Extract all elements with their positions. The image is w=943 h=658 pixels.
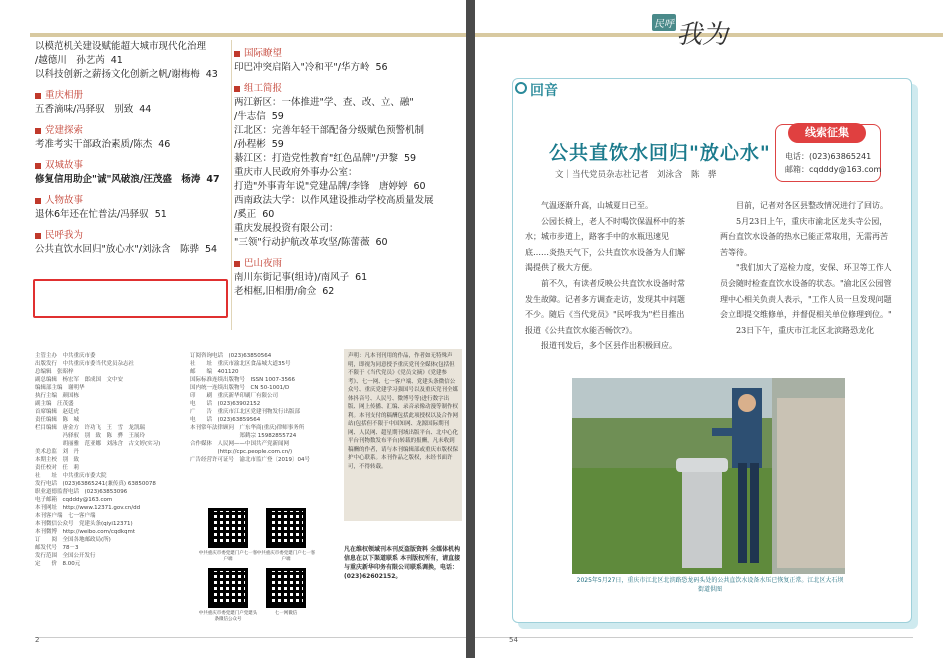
toc-entry[interactable] [234, 61, 464, 75]
qr-code[interactable] [208, 508, 248, 548]
toc-entry-page: 44 [139, 104, 152, 115]
credit-line: 国内统一连续出版物号 CN 50-1001/D [190, 385, 290, 391]
article-headline: 公共直饮水回归"放心水" [549, 142, 771, 164]
column-divider [231, 40, 232, 330]
toc-entry[interactable] [35, 243, 230, 257]
credit-line: 订阅咨询电话 (023)63850564 [190, 353, 272, 359]
toc-section-label: 人物故事 [45, 194, 84, 206]
body-paragraph: 气温逐渐升高，山城夏日已至。 [541, 201, 653, 210]
toc-entry[interactable] [35, 54, 230, 68]
credit-line: 发行电话 (023)63865241(兼传真) 63850078 [35, 481, 156, 487]
toc-section-label: 民呼我为 [45, 229, 84, 241]
credit-line: 胡丽雅 范亚娜 刘泳含 古文婷(实习) [35, 441, 161, 447]
toc-entry-title: 公共直饮水回归"放心水"/刘泳含 陈骅 [35, 244, 199, 255]
toc-entry-page: 62 [322, 286, 335, 297]
page-number: 54 [509, 636, 518, 644]
toc-entry-page: 60 [413, 181, 426, 192]
toc-entry-page: 41 [110, 55, 123, 66]
body-column-right [720, 198, 895, 338]
credit-line: (http://cpc.people.com.cn/) [190, 449, 293, 455]
toc-entry-title: 以科技创新之薪扬文化创新之帆/谢梅梅 [35, 69, 200, 80]
toc-entry[interactable] [35, 40, 230, 54]
top-rule [30, 33, 466, 37]
toc-entry-title: 以模范机关建设赋能超大城市现代化治理 [35, 41, 207, 52]
credit-line: 本刊微信公众号 党建头条(qiyi12371) [35, 521, 133, 527]
toc-entry[interactable] [35, 208, 230, 222]
credit-line: 执行主编 颜国栋 [35, 393, 80, 399]
body-paragraph: "我们加大了巡检力度，安保、环卫等工作人员会随时检查直饮水设备的状态。"渝北区公园管理中心相关负责人表示，"工作人员一旦发现问题会立即提交维修单，并督促相关单位修理到位。" [720, 263, 892, 320]
toc-entry[interactable] [35, 68, 230, 82]
sound-wave-icon [515, 82, 527, 94]
body-paragraph: 前不久，有读者反映公共直饮水设备时常发生故障。记者多方调查走访，发现其中问题不少。随后《当代党员》"民呼我为"栏目推出报道《公共直饮水能否畅饮?》。 [525, 278, 685, 335]
credit-line: 责任校对 任 莉 [35, 465, 80, 471]
toc-entry-page: 60 [375, 237, 388, 248]
toc-entry[interactable] [35, 103, 230, 117]
credit-line: 电 话 (023)63859564 [190, 417, 261, 423]
section-marker-icon [35, 233, 41, 239]
toc-entry-page: 59 [403, 153, 417, 164]
toc-entry-page: 47 [206, 174, 220, 185]
toc-entry-title: 印巴冲突启陷入"冷和平"/华方岭 [234, 62, 370, 73]
toc-entry[interactable] [234, 110, 464, 124]
photo-illustration [572, 378, 845, 574]
credit-line: 广告经营许可证号 渝北市监广登〔2019〕04号 [190, 457, 310, 463]
toc-entry-title: 綦江区：打造党性教育"红色品牌"/尹黎 [234, 153, 398, 164]
credit-line: 社 址 中共重庆市委大院 [35, 473, 107, 479]
toc-entry-page: 56 [375, 62, 388, 73]
toc-entry[interactable] [234, 222, 464, 236]
toc-section-label: 双城故事 [45, 159, 84, 171]
tip-title: 线索征集 [788, 123, 866, 143]
toc-entry[interactable] [234, 124, 464, 138]
body-paragraph: 公园长椅上，老人不时喝饮保温杯中的茶水；城市步道上，路客手中的水瓶迅速见底……炎热天气下，公共直饮水设备为人们解渴提供了极大方便。 [525, 216, 685, 273]
column-tag-big: 我为 [676, 20, 729, 50]
section-label: 回音 [530, 83, 558, 99]
credit-line: 编辑部主编 谢明华 [35, 385, 85, 391]
toc-section-heading [35, 88, 230, 103]
toc-entry-title: 修复信用助企"诚"风破浪/汪茂盛 杨涛 [35, 174, 201, 185]
toc-entry-page: 54 [204, 244, 218, 255]
credits-middle [190, 352, 340, 464]
credit-line: 美术总监 刘 丹 [35, 449, 80, 455]
toc-section-label: 党建探索 [45, 124, 84, 136]
toc-section-heading [35, 123, 230, 138]
toc-entry[interactable] [234, 152, 464, 166]
article-photo [572, 378, 845, 574]
qr-caption: 七一网微信 [274, 611, 298, 616]
toc-entry[interactable] [234, 271, 464, 285]
toc-entry-title: "三领"行动护航改革攻坚/陈蕾薇 [234, 237, 370, 248]
qr-caption: 中共重庆市委党建门户七一客户端 [256, 551, 316, 562]
section-marker-icon [234, 51, 240, 57]
toc-section-label: 重庆相册 [45, 89, 84, 101]
credit-line: 定 价 8.00元 [35, 561, 81, 567]
toc-entry-page: 46 [158, 139, 171, 150]
tip-email[interactable]: 邮箱：cqdddy@163.com [785, 165, 882, 174]
credit-line: 合作媒体 人民网——中国共产党新闻网 [190, 441, 290, 447]
tip-phone: 电话：(023)63865241 [785, 152, 872, 161]
toc-entry-title: 江北区：完善年轻干部配备分级赋色预警机制 [234, 125, 425, 136]
toc-entry[interactable] [234, 285, 464, 299]
credit-line: 主管主办 中共重庆市委 [35, 353, 96, 359]
credit-line: 本刊客户端 七一客户端 [35, 513, 96, 519]
copyright-statement: 声明：凡本刊刊用的作品，作者如无特殊声明，即视为同意授予重庆党刊全媒体(包括但不限于《当代党员》《党员文摘》《党建参考》、七一网、七一客户端、党建头条微信公众号、重庆党建学习强国号以及重庆党刊全媒体抖音号、人民号、微博号等)进行数字出版、网上传播、汇编、录音录像动漫等制作权利。本刊支付的稿酬包括此项授权以及合作网站(包括但不限于中国知网、龙源国际期刊网、人民网、超星期刊域出版平台、北中心化平台刊物数发布平台)转载的报酬，凡未收到稿酬的作者，请与本刊编辑部或重庆市版权保护中心联系。本刊作品之版权，未经书面许可，不得转载。 [344, 349, 462, 521]
credit-line: 栏目编辑 唐金方 许功飞 王 雪 龙凯瑞 [35, 425, 146, 431]
toc-entry[interactable] [35, 138, 230, 152]
toc-entry-title: 老相框,旧相册/俞佥 [234, 286, 317, 297]
credit-line: 电子邮箱 cqdddy@163.com [35, 497, 113, 503]
toc-entry-page: 59 [271, 111, 284, 122]
toc-section-label: 组工简报 [244, 82, 283, 94]
left-page [0, 0, 466, 658]
qr-caption: 中共重庆市委党建门户党建头条微信公众号 [198, 611, 258, 622]
toc-entry-page: 43 [205, 69, 218, 80]
toc-section-heading [35, 158, 230, 173]
article-byline: 文｜当代党员杂志社记者 刘泳含 陈 骅 [555, 170, 717, 180]
toc-entry-title: /越德川 孙艺芮 [35, 55, 105, 66]
page-number: 2 [35, 636, 40, 644]
credit-line: 总编辑 张昭梓 [35, 369, 74, 375]
toc-entry-title: 考准考实干部政治素质/陈杰 [35, 139, 153, 150]
section-marker-icon [234, 261, 240, 267]
credit-line: 本期主校 别 致 [35, 457, 80, 463]
toc-entry-page: 61 [355, 272, 368, 283]
body-paragraph: 23日下午，重庆市江北区北滨路恐龙化 [736, 325, 875, 335]
credit-line: 电 话 (023)63902152 [190, 401, 261, 407]
toc-entry[interactable] [234, 208, 464, 222]
toc-entry[interactable] [234, 166, 464, 180]
qr-caption: 中共重庆市委党建门户七一客户端 [198, 551, 258, 562]
toc-entry-title: 两江新区：一体推进"学、查、改、立、融" [234, 97, 414, 108]
credits-left [35, 352, 180, 568]
credit-line: 本刊常年法律顾问 广东华商(重庆)律师事务所 [190, 425, 305, 431]
credit-line: 冯驿驭 别 致 陈 骅 王展玲 [35, 433, 146, 439]
toc-entry-title: 重庆市人民政府外事办公室： [234, 167, 358, 178]
credit-line: 责任编辑 陈 城 [35, 417, 80, 423]
toc-entry[interactable] [234, 96, 464, 110]
toc-entry[interactable] [234, 236, 464, 250]
credit-line: 国际标准连续出版物号 ISSN 1007-3566 [190, 377, 295, 383]
credit-line: 社 址 重庆市渝北区食品城大道35号 [190, 361, 291, 367]
toc-section-label: 巴山夜雨 [244, 257, 283, 269]
toc-section-heading [234, 81, 464, 96]
body-column-left [525, 198, 685, 354]
toc-entry[interactable] [234, 194, 464, 208]
body-paragraph: 目前，记者对各区县整改情况进行了回访。 [736, 201, 888, 210]
toc-entry-title: 南川东街记事(组诗)/南风子 [234, 272, 350, 283]
body-paragraph: 5月23日上午，重庆市渝北区龙头寺公园，两台直饮水设备的热水已能正常取用，无需再苦苦等待。 [720, 216, 888, 257]
toc-entry[interactable] [35, 173, 230, 187]
toc-entry-title: 西南政法大学：以作风建设推动学校高质量发展 [234, 195, 434, 206]
toc-entry-title: 退休6年还在忙普法/冯驿驭 [35, 209, 149, 220]
bottom-rule [475, 637, 913, 638]
credit-line: 副主编 汪茂盛 [35, 401, 74, 407]
toc-entry-title: 五香滴味/冯驿驭 别致 [35, 104, 134, 115]
column-tag-small: 民呼 [652, 14, 676, 31]
photo-caption: 2025年5月27日，重庆市江北区北滨路恐龙码头处的公共直饮水设备水压已恢复正常。江北区大石坝街道供图 [576, 577, 844, 593]
qr-code[interactable] [208, 568, 248, 608]
toc-section-label: 国际瞭望 [244, 47, 283, 59]
credit-line: 邮发代号 78－3 [35, 545, 79, 551]
toc-entry-page: 59 [271, 139, 284, 150]
toc-section-heading [234, 256, 464, 271]
toc-left-column [35, 40, 230, 257]
page-gutter [466, 0, 475, 658]
toc-entry[interactable] [234, 138, 464, 152]
credit-line: 订 阅 全国各地邮政局(所) [35, 537, 111, 543]
section-marker-icon [35, 128, 41, 134]
credit-line: 出版发行 中共重庆市委当代党员杂志社 [35, 361, 135, 367]
bottom-rule [35, 637, 466, 638]
section-marker-icon [35, 198, 41, 204]
credit-line: 发行范围 全国公开发行 [35, 553, 96, 559]
toc-entry-page: 60 [262, 209, 275, 220]
toc-entry-page: 51 [154, 209, 167, 220]
credit-line: 本刊微博 http://weibo.com/cqdkqmt [35, 529, 136, 535]
credit-line: 首席编辑 赵廷虎 [35, 409, 80, 415]
credit-line: 邮 编 401120 [190, 369, 239, 375]
toc-section-heading [234, 46, 464, 61]
toc-section-heading [35, 228, 230, 243]
qr-code[interactable] [266, 568, 306, 608]
toc-section-heading [35, 193, 230, 208]
toc-entry[interactable] [234, 180, 464, 194]
body-paragraph: 报道刊发后，多个区县作出积极回应。 [541, 341, 677, 351]
right-page [475, 0, 943, 658]
section-marker-icon [35, 93, 41, 99]
toc-entry-title: 打造"外事青年说"党建品牌/李锋 唐婷婷 [234, 181, 408, 192]
section-marker-icon [35, 163, 41, 169]
credit-line: 广 告 重庆市江北区党建刊物发行出版部 [190, 409, 301, 415]
credit-line: 印 刷 重庆新华印刷厂有限公司 [190, 393, 279, 399]
toc-right-column [234, 40, 464, 299]
toc-entry-title: 重庆发展投资有限公司： [234, 223, 339, 234]
credit-line: 本刊网址 http://www.12371.gov.cn/dd [35, 505, 141, 511]
toc-entry-title: /牛志信 [234, 111, 266, 122]
toc-entry-title: /奚正 [234, 209, 257, 220]
credit-line: 郑鹤宗 15982855724 [190, 433, 297, 439]
highlighted-toc-entry[interactable] [33, 279, 228, 318]
section-marker-icon [234, 86, 240, 92]
toc-entry-title: /孙程彬 [234, 139, 266, 150]
qr-code[interactable] [266, 508, 306, 548]
anti-piracy-notice: 凡在维权领域刊本刊反盗版资料 全媒体机构信息在以下渠道联系 本刊版权所有，请直接与重庆新华印务有限公司联系调换，电话：(023)62602152。 [344, 546, 461, 580]
credit-line: 副总编辑 杨宏军 郎成国 文中安 [35, 377, 124, 383]
credit-line: 职业道德监督电话 (023)63853096 [35, 489, 128, 495]
column-title [654, 14, 729, 51]
